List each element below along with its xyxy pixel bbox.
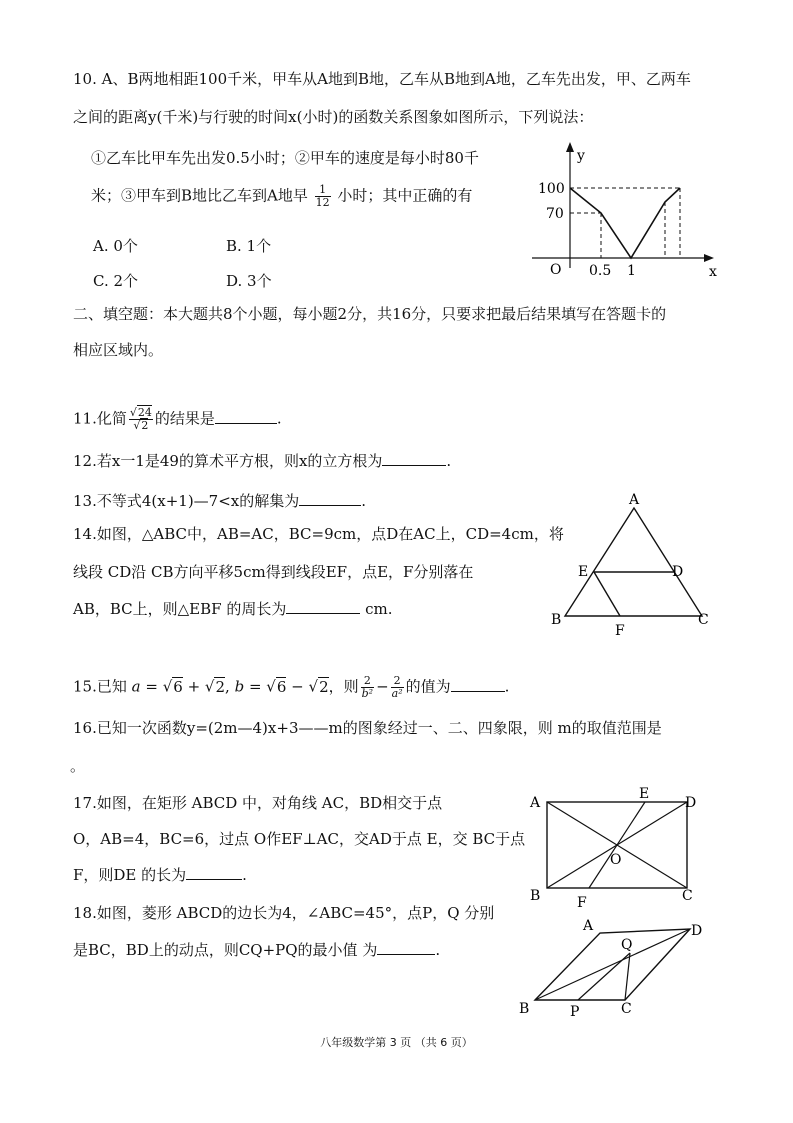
q14-line2: 线段 CD沿 CB方向平移5cm得到线段EF，点E，F分别落在 — [73, 563, 474, 581]
q10-graph-x-arrow — [704, 254, 714, 262]
q10-fraction-den: 12 — [315, 196, 330, 209]
q10-fraction-num: 1 — [315, 184, 331, 197]
q11-suffix: 的结果是 — [154, 409, 215, 428]
q18-label-a: A — [583, 918, 594, 934]
q10-graph-y-label: y — [577, 148, 585, 164]
q18-label-q: Q — [621, 937, 633, 953]
q10-graph-origin: O — [550, 262, 562, 278]
q10-graph-ytick-70: 70 — [546, 206, 564, 222]
q18-diagonal-bd — [535, 929, 690, 1000]
q15-a: a — [131, 677, 141, 696]
q14-label-e: E — [578, 564, 589, 580]
q15-b-r1: 6 — [276, 677, 287, 696]
q14-label-f: F — [615, 623, 625, 639]
q14-segment-ef — [594, 572, 620, 616]
q17-figure — [525, 782, 725, 912]
q15-frac2-den: a² — [391, 687, 403, 700]
q10-option-d: D. 3个 — [226, 272, 272, 290]
q17-label-a: A — [530, 795, 541, 811]
q14-unit: cm. — [365, 600, 393, 618]
q16-line1: 16.已知一次函数y=(2m—4)x+3——m的图象经过一、二、四象限，则 m的取值范围是 — [73, 719, 662, 737]
q15-fraction-2 — [391, 675, 404, 700]
q17-label-o: O — [610, 852, 622, 868]
q17-label-e: E — [639, 786, 650, 802]
q11-den: 2 — [141, 419, 149, 432]
q15-a-r2: 2 — [215, 677, 226, 696]
q13 — [73, 490, 366, 511]
q17-end: . — [242, 866, 247, 884]
q10-option-c: C. 2个 — [93, 272, 139, 290]
q15-frac1-num: 2 — [361, 675, 374, 688]
q11-fraction-num: √24 — [129, 406, 152, 419]
q14-triangle-abc — [565, 508, 702, 616]
q10-graph-xtick-05: 0.5 — [589, 263, 612, 279]
q18-line2 — [73, 939, 440, 960]
q10-graph-x-label: x — [709, 264, 717, 280]
q10-line3: ①乙车比甲车先出发0.5小时；②甲车的速度是每小时80千 — [91, 149, 479, 167]
q18-segment-cq — [625, 953, 630, 1000]
q15-end: . — [504, 677, 510, 696]
q18-line2-text: 是BC，BD上的动点，则CQ+PQ的最小值 为 — [73, 941, 378, 959]
section2-line2: 相应区域内。 — [73, 341, 164, 359]
q12-text: 12.若x一1是49的算术平方根，则x的立方根为 — [73, 452, 383, 470]
q16-line2: 。 — [70, 757, 86, 775]
q18-label-b: B — [519, 1001, 530, 1017]
q18-line1: 18.如图，菱形 ABCD的边长为4，∠ABC=45°，点P，Q 分别 — [73, 904, 495, 922]
q14-line3 — [73, 598, 393, 619]
q11-answer-blank[interactable] — [215, 408, 277, 424]
q10-graph — [520, 140, 730, 280]
q13-answer-blank[interactable] — [299, 490, 361, 506]
q15: 15.已知 a = √6 + √2, b = √6 − √2，则 $\frac{2}{\text{b²}}$ − $\frac{2}{\text{a²}}$ 的值为 . — [73, 674, 510, 700]
q11-fraction-den: √2 — [133, 419, 149, 432]
q17-answer-blank[interactable] — [186, 864, 242, 880]
q13-text: 13.不等式4(x+1)—7<x的解集为 — [73, 492, 300, 510]
q13-end: . — [361, 492, 367, 510]
q10-option-b: B. 1个 — [226, 237, 272, 255]
q14-figure — [545, 490, 725, 640]
q18-answer-blank[interactable] — [377, 939, 435, 955]
q14-label-a: A — [629, 492, 640, 508]
section2-line1: 二、填空题：本大题共8个小题，每小题2分，共16分，只要求把最后结果填写在答题卡的 — [73, 305, 667, 323]
q12-end: . — [446, 452, 452, 470]
page-footer: 八年级数学第 3 页 （共 6 页） — [320, 1036, 473, 1049]
q15-prefix: 15.已知 — [73, 677, 127, 696]
q17-label-b: B — [530, 888, 541, 904]
q15-suffix: 的值为 — [405, 677, 451, 696]
q17-segment-ef — [589, 802, 645, 888]
q10-fraction — [315, 184, 331, 209]
q14-line1: 14.如图，△ABC中，AB=AC，BC=9cm，点D在AC上，CD=4cm，将 — [73, 525, 564, 543]
q18-figure — [515, 915, 725, 1020]
q10-line4 — [91, 184, 472, 209]
q15-answer-blank[interactable] — [451, 676, 505, 692]
q15-frac2-num: 2 — [391, 675, 404, 688]
q18-label-p: P — [570, 1004, 580, 1020]
q11 — [73, 407, 282, 432]
q10-graph-ytick-100: 100 — [538, 181, 565, 197]
q18-end: . — [435, 941, 441, 959]
q17-line2: O，AB=4，BC=6，过点 O作EF⊥AC，交AD于点 E，交 BC于点 — [73, 830, 526, 848]
q10-line4-part2: 小时；其中正确的有 — [337, 186, 473, 205]
q14-answer-blank[interactable] — [286, 598, 360, 614]
q14-label-b: B — [551, 612, 562, 628]
q10-line4-part1: 米；③甲车到B地比乙车到A地早 — [91, 186, 308, 205]
q11-num: 24 — [137, 406, 152, 419]
q12-answer-blank[interactable] — [382, 450, 446, 466]
q10-graph-y-arrow — [566, 142, 574, 152]
q15-tail: ，则 — [328, 677, 359, 696]
q11-prefix: 11.化简 — [73, 409, 127, 428]
q15-b: b — [234, 677, 245, 696]
q18-label-c: C — [621, 1001, 632, 1017]
q17-line3-text: F，则DE 的长为 — [73, 866, 187, 884]
q17-label-d: D — [685, 795, 697, 811]
q10-line2: 之间的距离y(千米)与行驶的时间x(小时)的函数关系图象如图所示，下列说法： — [73, 108, 594, 126]
q14-label-d: D — [672, 564, 684, 580]
q12 — [73, 450, 451, 471]
q15-frac1-den: b² — [361, 687, 374, 700]
q10-graph-xtick-1: 1 — [627, 263, 636, 279]
q11-fraction — [129, 407, 153, 432]
q15-b-r2: 2 — [319, 677, 329, 696]
q15-fraction-1 — [361, 675, 374, 700]
q10-line1: 10. A、B两地相距100千米，甲车从A地到B地，乙车从B地到A地，乙车先出发，甲、乙两车 — [73, 70, 691, 88]
q14-label-c: C — [698, 612, 709, 628]
q10-graph-line — [570, 188, 680, 258]
q17-line1: 17.如图，在矩形 ABCD 中，对角线 AC，BD相交于点 — [73, 794, 443, 812]
q18-label-d: D — [691, 923, 703, 939]
q17-label-f: F — [577, 895, 587, 911]
q15-a-r1: 6 — [173, 677, 183, 696]
q11-end: . — [276, 409, 282, 428]
q10-option-a: A. 0个 — [93, 237, 138, 255]
q17-label-c: C — [682, 888, 693, 904]
q14-line3-text: AB，BC上，则△EBF 的周长为 — [73, 600, 287, 618]
q17-line3 — [73, 864, 247, 885]
